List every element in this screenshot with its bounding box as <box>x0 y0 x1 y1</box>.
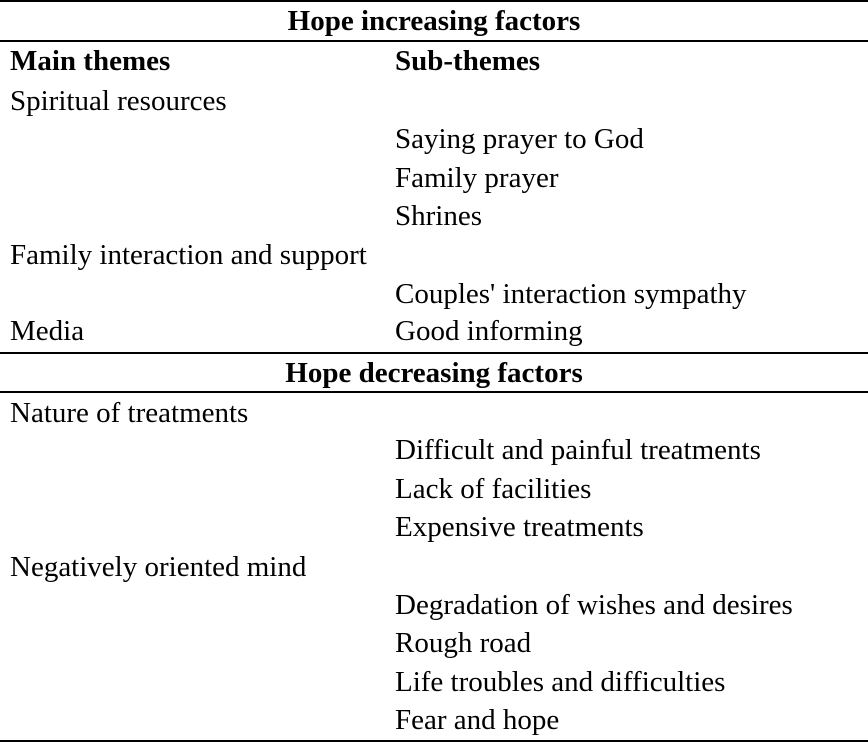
decreasing-heading: Hope decreasing factors <box>285 357 583 389</box>
sub-theme: Family prayer <box>395 162 559 194</box>
section-header-rule <box>0 391 868 393</box>
increasing-heading: Hope increasing factors <box>287 5 581 37</box>
section-rule <box>0 352 868 354</box>
sub-theme: Life troubles and difficulties <box>395 666 726 698</box>
sub-theme: Fear and hope <box>395 704 560 736</box>
header-rule <box>0 40 868 42</box>
sub-theme: Couples' interaction sympathy <box>395 278 747 310</box>
column-header-sub-themes: Sub-themes <box>395 45 541 77</box>
main-theme: Nature of treatments <box>10 397 249 429</box>
main-theme: Spiritual resources <box>10 85 227 117</box>
sub-theme: Lack of facilities <box>395 473 592 505</box>
sub-theme: Shrines <box>395 200 482 232</box>
sub-theme: Degradation of wishes and desires <box>395 589 793 621</box>
main-theme: Negatively oriented mind <box>10 551 307 583</box>
sub-theme: Difficult and painful treatments <box>395 434 761 466</box>
sub-theme: Expensive treatments <box>395 511 644 543</box>
sub-theme: Good informing <box>395 315 583 347</box>
main-theme: Media <box>10 315 85 347</box>
column-header-main-themes: Main themes <box>10 45 171 77</box>
sub-theme: Rough road <box>395 627 532 659</box>
bottom-rule <box>0 740 868 742</box>
main-theme: Family interaction and support <box>10 239 367 271</box>
top-rule <box>0 0 868 2</box>
sub-theme: Saying prayer to God <box>395 123 644 155</box>
